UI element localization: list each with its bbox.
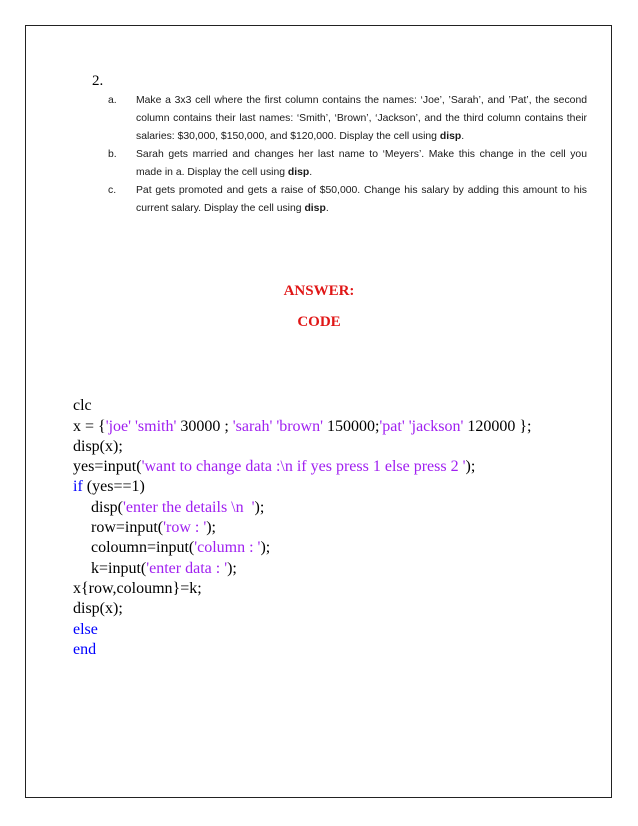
code-string: 'row : ' (163, 519, 207, 537)
code-line (73, 457, 593, 477)
code-text: clc (73, 397, 92, 415)
question-item-c (92, 182, 587, 218)
code-string: 'column : ' (194, 539, 261, 557)
code-text: disp(x); (73, 600, 123, 618)
code-line (73, 417, 593, 437)
item-text-end: . (309, 167, 313, 178)
code-string: 'enter data : ' (146, 559, 228, 577)
code-string: 'joe' 'smith' (105, 417, 177, 435)
code-line (73, 437, 593, 457)
code-text: ); (227, 559, 237, 577)
code-line (73, 620, 593, 640)
code-string: 'pat' 'jackson' (379, 417, 464, 435)
code-text: ); (254, 498, 265, 516)
code-text: x{row,coloumn}=k; (73, 579, 202, 597)
code-text: k=input( (91, 559, 147, 577)
code-string: 'want to change data :\n if yes press 1 else press 2 ' (141, 458, 466, 476)
item-text-main: Pat gets promoted and gets a raise of $50,000. Change his salary by adding this amount to his current salary. Display the cell using (136, 185, 587, 214)
code-line (73, 477, 593, 497)
code-line (73, 396, 593, 416)
code-line (73, 498, 593, 518)
code-string: 'enter the details \n ' (123, 498, 255, 516)
code-text: 150000; (322, 417, 380, 435)
item-letter: a. (108, 95, 117, 106)
question-block (92, 72, 587, 218)
code-line (73, 559, 593, 579)
item-letter: b. (108, 149, 117, 160)
code-text: coloumn=input( (91, 539, 195, 557)
code-line (73, 538, 593, 558)
item-letter: c. (108, 185, 117, 196)
code-keyword: if (73, 478, 83, 496)
question-number: 2. (92, 73, 104, 89)
question-item-a (92, 92, 587, 146)
item-text-main: Make a 3x3 cell where the first column contains the names: ‘Joe’, ’Sarah’, and ’Pat’, the second column contains their last names: ‘Smith’, ‘Brown’, ‘Jackson’, and the third column contains their salaries: $30,000, $150,000, and $120,000. Display the cell using (136, 95, 587, 142)
code-text: (yes==1) (82, 478, 145, 496)
code-text: disp( (91, 498, 123, 516)
code-string: 'sarah' 'brown' (232, 417, 323, 435)
item-text (134, 146, 587, 182)
question-item-b (92, 146, 587, 182)
code-keyword: end (73, 640, 97, 658)
code-text: x = { (73, 417, 106, 435)
code-text: ); (260, 539, 271, 557)
code-block (73, 376, 593, 680)
code-heading: CODE (297, 314, 341, 330)
item-text-main: Sarah gets married and changes her last name to ‘Meyers’. Make this change in the cell you made in a. Display the cell using (136, 149, 587, 178)
code-text: disp(x); (73, 437, 123, 455)
answer-heading: ANSWER: (283, 283, 355, 299)
code-line (73, 518, 593, 538)
item-text-end: . (325, 203, 329, 214)
item-text (134, 182, 587, 218)
code-text: 120000 }; (463, 417, 532, 435)
code-text: 30000 ; (176, 417, 233, 435)
question-list (92, 92, 587, 218)
code-text: ); (465, 458, 476, 476)
code-line (73, 640, 593, 660)
item-text-bold: disp (439, 131, 462, 142)
item-text-bold: disp (287, 167, 310, 178)
item-text-bold: disp (304, 203, 326, 214)
item-text-end: . (461, 131, 465, 142)
code-keyword: else (73, 620, 98, 638)
code-line (73, 599, 593, 619)
code-text: yes=input( (73, 458, 142, 476)
item-text (134, 92, 587, 146)
code-line (73, 579, 593, 599)
code-text: ); (206, 519, 216, 537)
code-text: row=input( (91, 519, 164, 537)
